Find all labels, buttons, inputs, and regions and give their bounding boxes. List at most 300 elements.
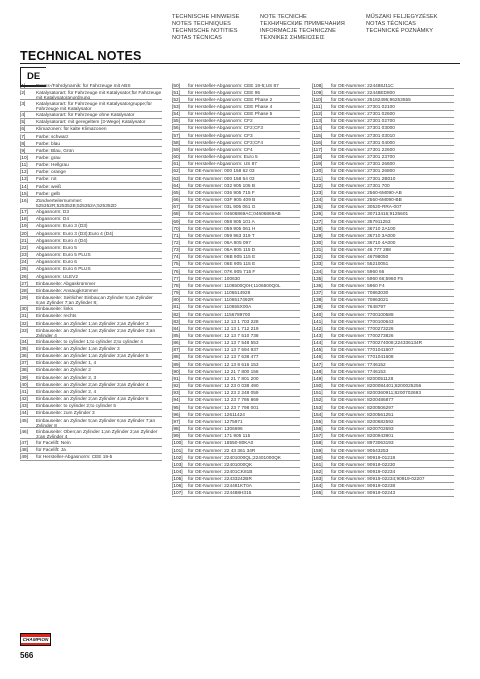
note-row (172, 96, 300, 103)
note-row (172, 161, 300, 168)
note-text: für OE-Nummer: 12 13 7 510 738 (188, 334, 259, 340)
note-row (20, 447, 162, 454)
note-row (312, 168, 454, 175)
note-text: Farbe: blau (36, 141, 61, 147)
note-number: [157] (312, 434, 323, 440)
note-row (312, 154, 454, 161)
note-number: [51] (172, 90, 180, 96)
note-number: [143] (312, 334, 323, 340)
note-number: [140] (312, 312, 323, 318)
note-number: [129] (312, 233, 323, 239)
note-text: für OE-Nummer: 27301 26800 (331, 169, 395, 175)
note-row (172, 311, 300, 318)
note-number: [12] (20, 170, 28, 176)
note-text: für OE-Nummer: 12 13 8 616 153 (188, 362, 259, 368)
note-text: Einbauseite: an Zylinder 1, 4 (36, 361, 97, 367)
note-row (20, 133, 162, 140)
note-number: [128] (312, 226, 323, 232)
note-number: [19] (20, 224, 28, 230)
note-row (312, 254, 454, 261)
note-row (20, 396, 162, 403)
note-row (172, 290, 300, 297)
note-text: Einbauseite: to cylinder 2;to cylinder 5 (36, 404, 117, 410)
note-number: [44] (20, 411, 28, 417)
note-text: für OE-Nummer: 036 905 715 F (188, 190, 255, 196)
note-text: für Hersteller-Abgasnorm: CEE 95 (188, 90, 261, 96)
note-text: für Facelift: Ja (36, 448, 66, 454)
note-row (312, 82, 454, 89)
note-number: [87] (172, 348, 180, 354)
note-row (172, 254, 300, 261)
note-number: [137] (312, 291, 323, 297)
note-number: [78] (172, 283, 180, 289)
note-row (172, 89, 300, 96)
note-row (20, 237, 162, 244)
note-number: [133] (312, 262, 323, 268)
note-row (172, 325, 300, 332)
note-text: für OE-Nummer: 27301 03000 (331, 126, 395, 132)
note-number: [118] (312, 155, 323, 161)
note-row (172, 275, 300, 282)
note-number: [15] (20, 191, 28, 197)
note-row (20, 280, 162, 287)
note-row (172, 461, 300, 468)
note-row (312, 311, 454, 318)
note-row (20, 428, 162, 439)
note-number: [76] (172, 269, 180, 275)
note-text: Katalysatorart: für Fahrzeuge ohne Katalysator (36, 113, 135, 119)
note-text: Einbauseite: an Zylinder 2;an Zylinder 4;an Zylinder 6 (36, 397, 149, 403)
note-row (312, 433, 454, 440)
note-row (20, 230, 162, 237)
note-number: [163] (312, 477, 323, 483)
note-row (312, 239, 454, 246)
note-text: für OE-Nummer: 22 43 361 34R (188, 448, 256, 454)
note-number: [96] (172, 412, 180, 418)
note-row (172, 426, 300, 433)
note-row (20, 209, 162, 216)
header-language-label: TECHNICKÉ POZNÁMKY (366, 28, 434, 35)
note-row (20, 327, 162, 338)
note-number: [55] (172, 119, 180, 125)
header-language-label: ТЕХНИЧЕСКИЕ ПРИМЕЧАНИЯ (260, 21, 345, 28)
note-text: Klimazonen: für kalte Klimazonen (36, 127, 107, 133)
note-number: [61] (172, 162, 180, 168)
note-row (312, 354, 454, 361)
note-row (172, 490, 300, 497)
note-row (20, 197, 162, 208)
note-number: [54] (172, 112, 180, 118)
note-number: [94] (172, 398, 180, 404)
note-text: Zündverteilernummer: 525352R;525352B;525352A;525352D (36, 198, 117, 209)
note-row (172, 111, 300, 118)
note-number: [67] (172, 205, 180, 211)
note-text: für OE-Nummer: 36710 2A100 (331, 226, 396, 232)
note-text: für OE-Nummer: 357911253 (331, 219, 391, 225)
note-number: [107] (172, 491, 183, 497)
note-row (172, 483, 300, 490)
note-text: Farbe: schwarz (36, 134, 69, 140)
note-row (312, 118, 454, 125)
note-number: [52] (172, 97, 180, 103)
note-text: Einbauseite: Abgaskrümmer (36, 281, 96, 287)
note-text: Abgasnorm: D3 (36, 210, 70, 216)
note-number: [29] (20, 296, 28, 302)
note-text: für OE-Nummer: 8200702693 (331, 427, 394, 433)
note-number: [115] (312, 133, 323, 139)
note-number: [31] (20, 314, 28, 320)
note-text: für OE-Nummer: 36710 4A000 (331, 240, 396, 246)
note-row (20, 147, 162, 154)
note-row (312, 454, 454, 461)
note-number: [72] (172, 240, 180, 246)
note-text: für OE-Nummer: 90919-02238 (331, 484, 396, 490)
note-text: für OE-Nummer: 30713416;9125601 (331, 212, 409, 218)
note-number: [152] (312, 398, 323, 404)
note-number: [104] (172, 469, 183, 475)
note-text: Einbauseite: an Zylinder 1;an Zylinder 2;an Zylinder 3;an Zylinder 4 (36, 328, 156, 339)
note-row (312, 182, 454, 189)
note-row (312, 161, 454, 168)
note-row (312, 225, 454, 232)
note-number: [120] (312, 169, 323, 175)
note-row (172, 232, 300, 239)
note-number: [4] (20, 113, 26, 119)
note-text: für OE-Nummer: 059 905 061 H (188, 226, 256, 232)
note-number: [71] (172, 233, 180, 239)
note-number: [46] (20, 429, 28, 435)
note-text: für OE-Nummer: 06A 905 097 (188, 240, 251, 246)
note-row (20, 252, 162, 259)
note-text: für OE-Nummer: 224488J11C (331, 83, 394, 89)
note-text: für OE-Nummer: 27301 02700 (331, 119, 395, 125)
note-text: für OE-Nummer: 22401000QK (188, 462, 253, 468)
note-number: [100] (172, 441, 183, 447)
note-number: [93] (172, 391, 180, 397)
note-text: Abgasnorm: D4 (36, 217, 70, 223)
note-row (172, 225, 300, 232)
note-number: [127] (312, 219, 323, 225)
note-row (20, 140, 162, 147)
note-row (20, 273, 162, 280)
note-number: [151] (312, 391, 323, 397)
note-text: Einbauseite: an Zylinder 2 (36, 368, 91, 374)
note-text: für OE-Nummer: 8200051128 (331, 376, 394, 382)
note-row (312, 189, 454, 196)
note-row (172, 146, 300, 153)
note-text: Abgasnorm: Euro 5 (36, 245, 77, 251)
note-row (172, 340, 300, 347)
note-number: [146] (312, 355, 323, 361)
notes-column-2 (172, 82, 300, 497)
note-number: [111] (312, 105, 322, 111)
note-row (172, 447, 300, 454)
note-text: für OE-Nummer: 7648797 (331, 305, 386, 311)
note-row (172, 318, 300, 325)
note-row (172, 211, 300, 218)
note-row (172, 204, 300, 211)
header-language-label: NOTAS TÉCNICAS (172, 35, 222, 42)
note-text: für OE-Nummer: 46 777 288 (331, 248, 391, 254)
note-number: [131] (312, 248, 323, 254)
note-number: [89] (172, 362, 180, 368)
note-row (172, 440, 300, 447)
note-number: [134] (312, 269, 323, 275)
note-text: Einbauseite: Oben;an Zylinder 1;an Zylinder 2;an Zylinder 3;an Zylinder 4 (36, 429, 158, 440)
note-text: für Hersteller-Abgasnorm: CEE 19-5;US 87 (188, 83, 279, 89)
note-number: [2] (20, 90, 26, 96)
note-row (172, 125, 300, 132)
note-row (312, 375, 454, 382)
note-row (312, 390, 454, 397)
note-row (20, 360, 162, 367)
note-row (172, 218, 300, 225)
note-text: für OE-Nummer: 90919-02230 (331, 462, 396, 468)
note-row (172, 418, 300, 425)
note-text: für Hersteller-Abgasnorm: US 87 (188, 162, 257, 168)
note-text: für Hersteller-Abgasnorm: CF4 (188, 147, 253, 153)
note-number: [14] (20, 184, 28, 190)
note-row (312, 96, 454, 103)
note-text: für OE-Nummer: 27301 22600 (331, 147, 395, 153)
note-text: für OE-Nummer: 30520-RRA-007 (331, 205, 402, 211)
note-number: [77] (172, 276, 180, 282)
notes-column-3 (312, 82, 454, 497)
note-number: [88] (172, 355, 180, 361)
note-number: [7] (20, 134, 26, 140)
note-text: für OE-Nummer: 22401000QL;22401000QK (188, 455, 281, 461)
header-language-label: ΤΕΧΝΙΚΕΣ ΣΗΜΕΙΩΣΕΙΣ (260, 35, 325, 42)
note-row (172, 468, 300, 475)
note-text: Brems-/Fahrdynamik: für Fahrzeuge mit ABS (36, 83, 131, 89)
note-row (172, 189, 300, 196)
note-number: [59] (172, 147, 180, 153)
note-text: für Hersteller-Abgasnorm: CF3 (188, 133, 253, 139)
note-row (312, 332, 454, 339)
note-number: [62] (172, 169, 180, 175)
note-number: [116] (312, 140, 323, 146)
note-text: Farbe: grau (36, 156, 61, 162)
note-number: [113] (312, 119, 323, 125)
note-text: Farbe: Hellgrau (36, 163, 69, 169)
note-number: [81] (172, 305, 180, 311)
note-number: [97] (172, 419, 180, 425)
note-row (20, 154, 162, 161)
note-text: für OE-Nummer: 90919-02234 (331, 469, 396, 475)
note-number: [36] (20, 354, 28, 360)
note-number: [159] (312, 448, 323, 454)
note-text: für OE-Nummer: 1306696 (188, 427, 243, 433)
note-row (312, 297, 454, 304)
note-text: für Hersteller-Abgasnorm: CF3;CF4 (188, 140, 263, 146)
note-row (312, 197, 454, 204)
note-text: für OE-Nummer: 12 13 7 548 553 (188, 341, 259, 347)
note-number: [45] (20, 418, 28, 424)
note-text: für OE-Nummer: 12 21 7 801 200 (188, 376, 259, 382)
note-text: für OE-Nummer: 8200943901 (331, 434, 394, 440)
note-number: [136] (312, 283, 323, 289)
note-text: für OE-Nummer: 7701041607 (331, 348, 394, 354)
note-text: für OE-Nummer: 12 23 0 038 490 (188, 384, 259, 390)
note-row (172, 361, 300, 368)
note-row (20, 294, 162, 305)
note-row (312, 340, 454, 347)
header-languages-col-2 (260, 14, 345, 42)
note-number: [119] (312, 162, 323, 168)
note-text: für OE-Nummer: 171 905 115 (188, 434, 251, 440)
note-number: [25] (20, 267, 28, 273)
note-text: für OE-Nummer: 8200506297 (331, 405, 394, 411)
note-number: [10] (20, 156, 28, 162)
note-text: Farbe: Blau, Grün (36, 148, 74, 154)
note-text: für OE-Nummer: 04606869AC;04606869AB (188, 212, 281, 218)
note-text: Farbe: gelb (36, 191, 61, 197)
note-text: für OE-Nummer: 06E 905 115 E (188, 262, 256, 268)
note-number: [8] (20, 141, 26, 147)
note-row (312, 483, 454, 490)
note-text: Katalysatorart: für Fahrzeuge mit Katalysator;für Fahrzeuge mit Katalysatoranordnung (36, 90, 162, 101)
note-number: [43] (20, 404, 28, 410)
note-text: für OE-Nummer: 27301 2B010 (331, 176, 396, 182)
note-row (172, 433, 300, 440)
note-row (312, 476, 454, 483)
note-number: [82] (172, 312, 180, 318)
note-text: für OE-Nummer: 2560-6M090-AB (331, 190, 402, 196)
note-row (20, 439, 162, 446)
header-language-label: NOTE TECNICHE (260, 14, 307, 20)
note-number: [63] (172, 176, 180, 182)
note-text: für OE-Nummer: 8973063193 (331, 441, 394, 447)
note-text: für OE-Nummer: 1106500Q0H;1106500Q0L (188, 283, 281, 289)
note-number: [32] (20, 321, 28, 327)
note-text: für Hersteller-Abgasnorm: Euro 5 (188, 155, 258, 161)
note-number: [132] (312, 255, 323, 261)
note-text: für Hersteller-Abgasnorm: CF2 (188, 119, 253, 125)
note-row (20, 190, 162, 197)
note-row (172, 247, 300, 254)
note-row (20, 112, 162, 119)
note-number: [91] (172, 376, 180, 382)
header-language-label: NOTAS TÉCNICAS (366, 21, 416, 28)
note-row (20, 381, 162, 388)
note-text: für OE-Nummer: 5960 66;5960 F5 (331, 276, 404, 282)
note-text: für OE-Nummer: 27301 04000 (331, 140, 395, 146)
note-text: für OE-Nummer: 06A 905 115 D (188, 248, 256, 254)
note-row (312, 282, 454, 289)
note-number: [124] (312, 198, 323, 204)
note-number: [3] (20, 101, 26, 107)
note-number: [130] (312, 240, 323, 246)
note-number: [102] (172, 455, 183, 461)
note-number: [101] (172, 448, 183, 454)
note-text: für OE-Nummer: 5960 66 (331, 269, 385, 275)
note-number: [142] (312, 326, 323, 332)
note-number: [17] (20, 210, 28, 216)
note-text: für OE-Nummer: 22433242BR (188, 477, 252, 483)
note-number: [42] (20, 397, 28, 403)
note-number: [48] (20, 448, 28, 454)
note-row (172, 182, 300, 189)
header-language-label: TECHNISCHE HINWEISE (172, 14, 240, 20)
note-text: Abgasnorm: Euro 5 PLUS (36, 253, 91, 259)
note-number: [66] (172, 198, 180, 204)
note-number: [21] (20, 238, 28, 244)
note-row (312, 89, 454, 96)
note-number: [112] (312, 112, 323, 118)
note-number: [150] (312, 384, 323, 390)
note-text: für OE-Nummer: 12611424 (188, 412, 245, 418)
note-text: Abgasnorm: ULEV2 (36, 274, 78, 280)
note-text: für OE-Nummer: 7700273826 (331, 334, 394, 340)
note-text: für OE-Nummer: 2560-6M090-BB (331, 198, 402, 204)
note-row (312, 261, 454, 268)
note-row (312, 368, 454, 375)
header-language-label: TECHNISCHE NOTITIES (172, 28, 238, 35)
logo-text: CHAMPION (22, 636, 49, 642)
note-row (312, 490, 454, 497)
note-number: [69] (172, 219, 180, 225)
note-text: für OE-Nummer: 90919-01218 (331, 455, 396, 461)
note-row (312, 447, 454, 454)
page-title: TECHNICAL NOTES (20, 49, 142, 63)
note-row (172, 368, 300, 375)
note-number: [20] (20, 231, 28, 237)
note-number: [135] (312, 276, 323, 282)
note-number: [123] (312, 190, 323, 196)
note-text: für OE-Nummer: 1275971 (188, 419, 243, 425)
note-text: für OE-Nummer: 059 963 319 T (188, 233, 255, 239)
note-row (172, 354, 300, 361)
note-text: Abgasnorm: Euro 6 PLUS (36, 267, 91, 273)
note-row (172, 383, 300, 390)
note-number: [11] (20, 163, 28, 169)
note-text: für OE-Nummer: 90543253 (331, 448, 389, 454)
note-row (20, 119, 162, 126)
note-text: für OE-Nummer: 27301 02100 (331, 105, 395, 111)
note-number: [35] (20, 347, 28, 353)
note-number: [70] (172, 226, 180, 232)
note-row (172, 454, 300, 461)
note-text: Abgasnorm: Euro 3 (D3);Euro 4 (D4) (36, 231, 114, 237)
note-number: [84] (172, 326, 180, 332)
note-number: [47] (20, 440, 28, 446)
note-text: Farbe: rot (36, 177, 57, 183)
note-text: für Facelift: Nein (36, 440, 71, 446)
note-number: [98] (172, 427, 180, 433)
note-row (20, 410, 162, 417)
note-number: [147] (312, 362, 323, 368)
note-number: [148] (312, 369, 323, 375)
note-number: [74] (172, 255, 180, 261)
note-row (312, 211, 454, 218)
note-text: für OE-Nummer: 032 905 106 B (188, 183, 256, 189)
note-number: [106] (172, 484, 183, 490)
note-row (20, 403, 162, 410)
note-number: [145] (312, 348, 323, 354)
note-row (172, 118, 300, 125)
note-text: für OE-Nummer: 36710 3A000 (331, 233, 396, 239)
note-number: [60] (172, 155, 180, 161)
note-row (312, 125, 454, 132)
note-row (20, 287, 162, 294)
note-number: [83] (172, 319, 180, 325)
note-row (172, 197, 300, 204)
note-text: für OE-Nummer: 70863021 (331, 298, 389, 304)
note-row (20, 353, 162, 360)
note-text: für OE-Nummer: 224488H315 (188, 491, 252, 497)
note-row (20, 454, 162, 461)
header-language-label: INFORMACJE TECHNICZNE (260, 28, 336, 35)
